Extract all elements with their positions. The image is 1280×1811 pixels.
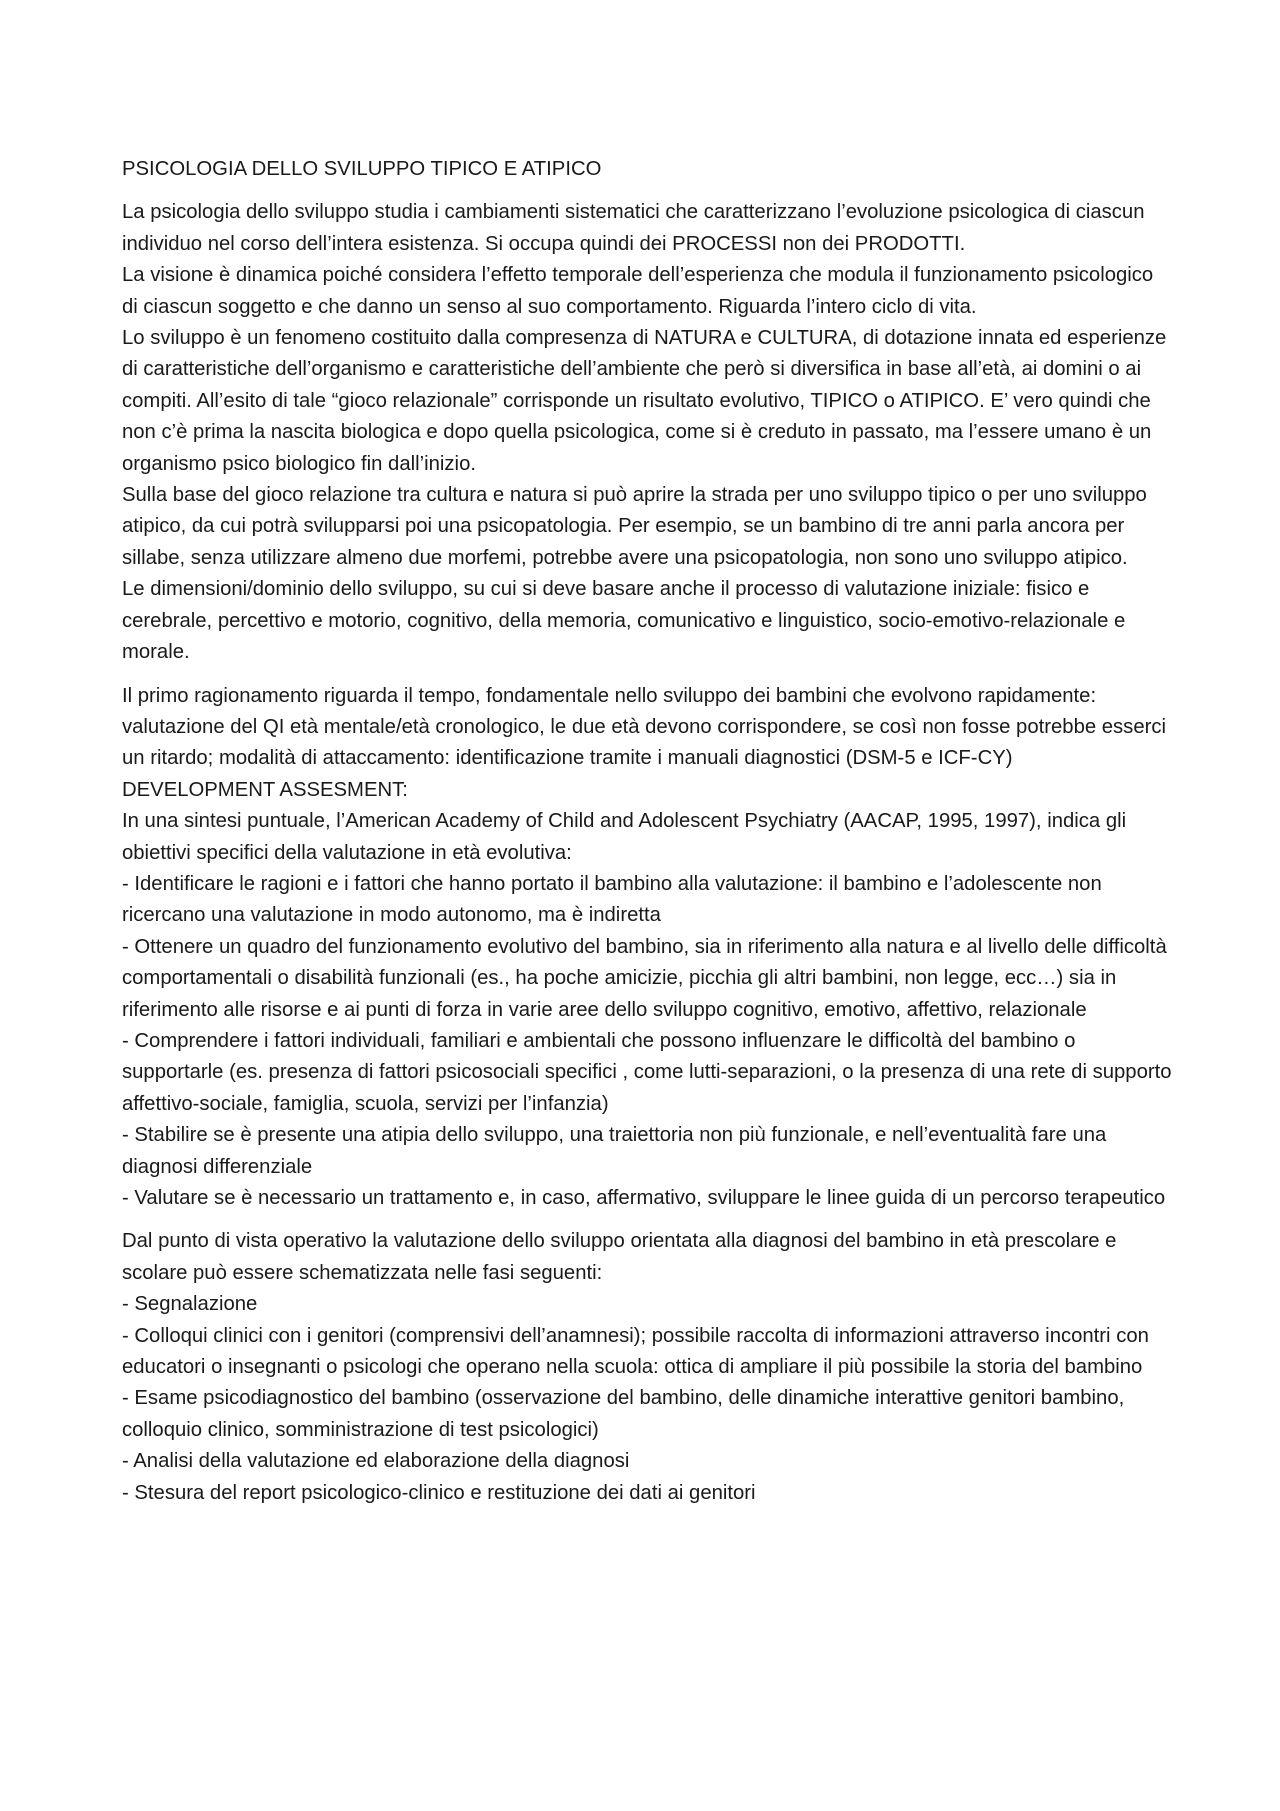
paragraph: La psicologia dello sviluppo studia i cambiamenti sistematici che caratterizzano l’evoluzione psicologica di ciascun individuo nel corso dell’intera esistenza. Si occupa quindi dei PROCESSI non dei PRODOTTI. (122, 201, 1145, 255)
paragraph: La visione è dinamica poiché considera l’effetto temporale dell’esperienza che modula il funzionamento psicologico di ciascun soggetto e che danno un senso al suo comportamento. Riguarda l’intero ciclo di vita. (122, 264, 1154, 318)
section-development-assessment (122, 681, 1172, 1215)
paragraph: Lo sviluppo è un fenomeno costituito dalla compresenza di NATURA e CULTURA, di dotazione innata ed esperienze di caratteristiche dell’organismo e caratteristiche dell’ambiente che però si diversifica in base all’età, ai domini o ai compiti. All’esito di tale “gioco relazionale” corrisponde un risultato evolutivo, TIPICO o ATIPICO. E’ vero quindi che non c’è prima la nascita biologica e dopo quella psicologica, come si è creduto in passato, ma l’essere umano è un organismo psico biologico fin dall’inizio. (122, 327, 1167, 475)
list-item: - Esame psicodiagnostico del bambino (osservazione del bambino, delle dinamiche interattive genitori bambino, colloquio clinico, somministrazione di test psicologici) (122, 1387, 1125, 1441)
list-item: - Stesura del report psicologico-clinico e restituzione dei dati ai genitori (122, 1481, 756, 1504)
paragraph: Il primo ragionamento riguarda il tempo, fondamentale nello sviluppo dei bambini che evolvono rapidamente: valutazione del QI età mentale/età cronologico, le due età devono corrispondere, se così non fosse potrebbe esserci un ritardo; modalità di attaccamento: identificazione tramite i manuali diagnostici (DSM-5 e ICF-CY) (122, 684, 1166, 770)
list-item: - Identificare le ragioni e i fattori che hanno portato il bambino alla valutazione: il bambino e l’adolescente non ricercano una valutazione in modo autonomo, ma è indiretta (122, 872, 1102, 927)
list-item: - Analisi della valutazione ed elaborazione della diagnosi (122, 1450, 630, 1473)
list-item: - Comprendere i fattori individuali, familiari e ambientali che possono influenzare le difficoltà del bambino o supportarle (es. presenza di fattori psicosociali specifici , come lutti-separazioni, o la presenza di una rete di supporto affettivo-sociale, famiglia, scuola, servizi per l’infanzia) (122, 1029, 1172, 1115)
list-item: - Valutare se è necessario un trattamento e, in caso, affermativo, sviluppare le linee guida di un percorso terapeutico (122, 1187, 1166, 1209)
document-body (122, 154, 1172, 1509)
document-title: PSICOLOGIA DELLO SVILUPPO TIPICO E ATIPICO (122, 158, 602, 180)
section-heading: DEVELOPMENT ASSESMENT: (122, 778, 408, 801)
list-item: - Stabilire se è presente una atipia dello sviluppo, una traiettoria non più funzionale, e nell’eventualità fare una diagnosi differenziale (122, 1124, 1107, 1178)
paragraph: Dal punto di vista operativo la valutazione dello sviluppo orientata alla diagnosi del bambino in età prescolare e scolare può essere schematizzata nelle fasi seguenti: (122, 1230, 1117, 1284)
paragraph-spacer (122, 1214, 1172, 1226)
paragraph: Sulla base del gioco relazione tra cultura e natura si può aprire la strada per uno sviluppo tipico o per uno sviluppo atipico, da cui potrà svilupparsi poi una psicopatologia. Per esempio, se un bambino di tre anni parla ancora per sillabe, senza utilizzare almeno due morfemi, potrebbe avere una psicopatologia, non sono uno sviluppo atipico. (122, 484, 1147, 569)
paragraph-spacer (122, 669, 1172, 681)
list-item: - Segnalazione (122, 1293, 258, 1316)
list-item: - Ottenere un quadro del funzionamento evolutivo del bambino, sia in riferimento alla natura e al livello delle difficoltà comportamentali o disabilità funzionali (es., ha poche amicizie, picchia gli altri bambini, non legge, ecc…) sia in riferimento alle risorse e ai punti di forza in varie aree dello sviluppo cognitivo, emotivo, affettivo, relazionale (122, 935, 1167, 1021)
section-introduction (122, 197, 1172, 668)
list-item: - Colloqui clinici con i genitori (comprensivi dell’anamnesi); possibile raccolta di informazioni attraverso incontri con educatori o insegnanti o psicologi che operano nella scuola: ottica di ampliare il più possibile la storia del bambino (122, 1324, 1149, 1379)
section-operative-phases (122, 1226, 1172, 1509)
paragraph: In una sintesi puntuale, l’American Academy of Child and Adolescent Psychiatry (AACAP, 1995, 1997), indica gli obiettivi specifici della valutazione in età evolutiva: (122, 810, 1127, 864)
paragraph: Le dimensioni/dominio dello sviluppo, su cui si deve basare anche il processo di valutazione iniziale: fisico e cerebrale, percettivo e motorio, cognitivo, della memoria, comunicativo e linguistico, socio-emotivo-relazionale e morale. (122, 578, 1126, 664)
